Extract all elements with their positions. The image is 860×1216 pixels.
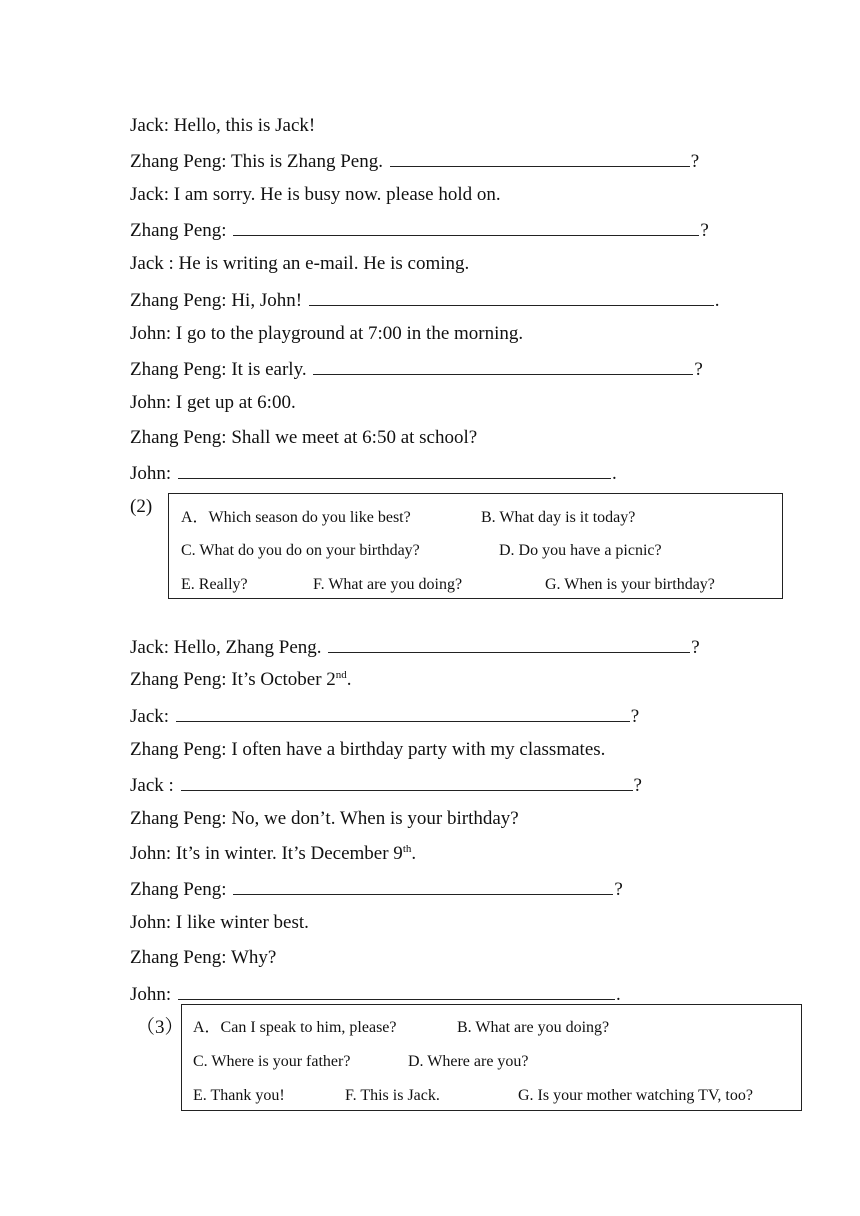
option-d: D. Where are you?	[408, 1053, 529, 1070]
option-c: C. Where is your father?	[193, 1053, 351, 1070]
answer-blank[interactable]	[233, 217, 699, 236]
dialogue-line: Zhang Peng: It’s October 2nd.	[130, 669, 352, 690]
answer-blank[interactable]	[181, 772, 633, 791]
dialogue-line: John: I like winter best.	[130, 912, 309, 933]
option-b: B. What day is it today?	[481, 509, 636, 526]
dialogue-line: Jack: Hello, this is Jack!	[130, 115, 316, 136]
dialogue-line: Zhang Peng: This is Zhang Peng. ?	[130, 148, 699, 174]
dialogue-line: Zhang Peng: Hi, John! .	[130, 287, 720, 313]
option-e: E. Really?	[181, 576, 248, 593]
section-number: （3）	[136, 1017, 184, 1038]
answer-blank[interactable]	[178, 460, 611, 479]
dialogue-line: Jack: I am sorry. He is busy now. please hold on.	[130, 184, 501, 205]
options-box	[181, 1004, 802, 1111]
option-c: C. What do you do on your birthday?	[181, 542, 420, 559]
option-d: D. Do you have a picnic?	[499, 542, 662, 559]
answer-blank[interactable]	[390, 148, 690, 167]
dialogue-line: Zhang Peng: ?	[130, 876, 623, 902]
option-a: A．Can I speak to him, please?	[193, 1019, 397, 1036]
dialogue-line: John: .	[130, 981, 621, 1007]
dialogue-line: Zhang Peng: Why?	[130, 947, 277, 968]
dialogue-line: Zhang Peng: Shall we meet at 6:50 at school?	[130, 427, 478, 448]
option-b: B. What are you doing?	[457, 1019, 610, 1036]
answer-blank[interactable]	[309, 287, 714, 306]
dialogue-line: John: It’s in winter. It’s December 9th.	[130, 843, 417, 864]
answer-blank[interactable]	[233, 876, 613, 895]
dialogue-line: Zhang Peng: No, we don’t. When is your birthday?	[130, 808, 519, 829]
dialogue-line: John: I get up at 6:00.	[130, 392, 296, 413]
answer-blank[interactable]	[178, 981, 615, 1000]
option-g: G. Is your mother watching TV, too?	[518, 1087, 753, 1104]
section-number: (2)	[130, 496, 153, 517]
option-a: A．Which season do you like best?	[181, 509, 411, 526]
dialogue-line: Jack: Hello, Zhang Peng. ?	[130, 634, 700, 660]
dialogue-line: Zhang Peng: I often have a birthday party with my classmates.	[130, 739, 606, 760]
dialogue-line: Zhang Peng: It is early. ?	[130, 356, 703, 382]
dialogue-line: Jack : He is writing an e-mail. He is coming.	[130, 253, 470, 274]
answer-blank[interactable]	[176, 703, 630, 722]
dialogue-line: Jack : ?	[130, 772, 642, 798]
option-e: E. Thank you!	[193, 1087, 285, 1104]
answer-blank[interactable]	[328, 634, 690, 653]
options-box	[168, 493, 783, 599]
dialogue-line: John: I go to the playground at 7:00 in the morning.	[130, 323, 524, 344]
dialogue-line: Zhang Peng: ?	[130, 217, 709, 243]
option-f: F. This is Jack.	[345, 1087, 440, 1104]
option-f: F. What are you doing?	[313, 576, 463, 593]
dialogue-line: John: .	[130, 460, 617, 486]
answer-blank[interactable]	[313, 356, 693, 375]
option-g: G. When is your birthday?	[545, 576, 715, 593]
dialogue-line: Jack: ?	[130, 703, 639, 729]
